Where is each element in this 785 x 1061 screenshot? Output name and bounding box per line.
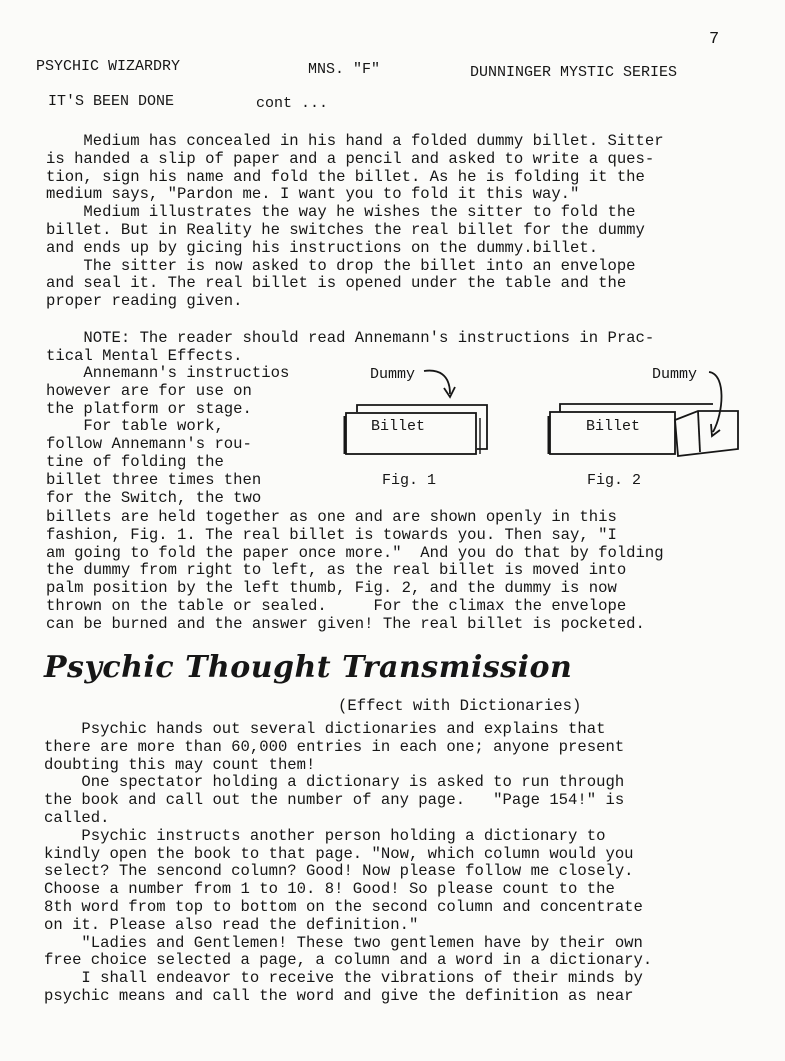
text-line: the platform or stage. <box>46 399 252 418</box>
text-line: I shall endeavor to receive the vibrations of their minds by <box>44 969 643 988</box>
text-line: the book and call out the number of any page. "Page 154!" is <box>44 791 625 810</box>
text-line: The sitter is now asked to drop the billet into an envelope <box>46 256 636 275</box>
text-line: proper reading given. <box>46 292 243 311</box>
text-line: the dummy from right to left, as the real billet is moved into <box>46 561 627 580</box>
text-line: medium says, "Pardon me. I want you to fold it this way." <box>46 185 580 204</box>
text-line: is handed a slip of paper and a pencil and asked to write a ques- <box>46 149 655 168</box>
text-line: 8th word from top to bottom on the second column and concentrate <box>44 897 643 916</box>
fig1-billet-label: Billet <box>371 418 426 435</box>
fig1-caption: Fig. 1 <box>382 472 437 489</box>
text-line: kindly open the book to that page. "Now, which column would you <box>44 844 634 863</box>
text-line: for the Switch, the two <box>46 488 262 507</box>
section-heading: Psychic Thought Transmission <box>44 650 573 685</box>
text-line: One spectator holding a dictionary is asked to run through <box>44 773 625 792</box>
text-line: tical Mental Effects. <box>46 346 243 365</box>
page-number: 7 <box>709 30 720 49</box>
text-line: tine of folding the <box>46 452 224 471</box>
text-line: select? The sencond column? Good! Now please follow me closely. <box>44 862 634 881</box>
text-line: tion, sign his name and fold the billet. As he is folding it the <box>46 167 645 186</box>
text-line: and ends up by gicing his instructions on the dummy.billet. <box>46 238 599 257</box>
note-continued-paragraph <box>46 509 664 634</box>
fig1-dummy-label: Dummy <box>370 366 416 383</box>
text-line: "Ladies and Gentlemen! These two gentlemen have by their own <box>44 933 643 952</box>
text-line: follow Annemann's rou- <box>46 435 252 454</box>
fig2-drawing <box>549 372 738 456</box>
fig2-dummy-label: Dummy <box>652 366 698 383</box>
text-line: free choice selected a page, a column and a word in a dictionary. <box>44 951 653 970</box>
text-line: billets are held together as one and are shown openly in this <box>46 508 617 526</box>
text-line: Medium has concealed in his hand a folded dummy billet. Sitter <box>46 132 664 150</box>
text-line: NOTE: The reader should read Annemann's instructions in Prac- <box>46 329 655 347</box>
issue-label: MNS. "F" <box>308 61 381 78</box>
text-line: For table work, <box>46 417 224 436</box>
fig1-drawing <box>345 371 487 454</box>
text-line: billet. But in Reality he switches the real billet for the dummy <box>46 220 645 239</box>
text-line: there are more than 60,000 entries in each one; anyone present <box>44 737 625 756</box>
section-subtitle: (Effect with Dictionaries) <box>338 697 582 715</box>
text-line: can be burned and the answer given! The real billet is pocketed. <box>46 614 645 633</box>
text-line: psychic means and call the word and give the definition as near <box>44 986 634 1005</box>
series-title: PSYCHIC WIZARDRY <box>36 58 181 75</box>
text-line: Psychic instructs another person holding a dictionary to <box>44 826 606 845</box>
continued-label: cont ... <box>256 95 329 112</box>
text-line: doubting this may count them! <box>44 755 316 774</box>
text-line: Annemann's instructios <box>46 364 290 382</box>
fig2-caption: Fig. 2 <box>587 472 642 489</box>
text-line: on it. Please also read the definition." <box>44 915 419 934</box>
text-line: Psychic hands out several dictionaries and explains that <box>44 720 606 738</box>
text-line: Medium illustrates the way he wishes the sitter to fold the <box>46 203 636 222</box>
text-line: fashion, Fig. 1. The real billet is towards you. Then say, "I <box>46 525 617 544</box>
text-line: however are for use on <box>46 381 252 400</box>
text-line: and seal it. The real billet is opened under the table and the <box>46 274 627 293</box>
text-line: called. <box>44 808 110 827</box>
text-line: am going to fold the paper once more." And you do that by folding <box>46 543 664 562</box>
effect-paragraph <box>44 721 652 1006</box>
text-line: Choose a number from 1 to 10. 8! Good! So please count to the <box>44 880 615 899</box>
text-line: palm position by the left thumb, Fig. 2, and the dummy is now <box>46 579 617 598</box>
text-line: billet three times then <box>46 470 262 489</box>
fig2-billet-label: Billet <box>586 418 641 435</box>
publisher-series: DUNNINGER MYSTIC SERIES <box>470 64 678 81</box>
article-title: IT'S BEEN DONE <box>48 93 175 110</box>
text-line: thrown on the table or sealed. For the climax the envelope <box>46 596 627 615</box>
